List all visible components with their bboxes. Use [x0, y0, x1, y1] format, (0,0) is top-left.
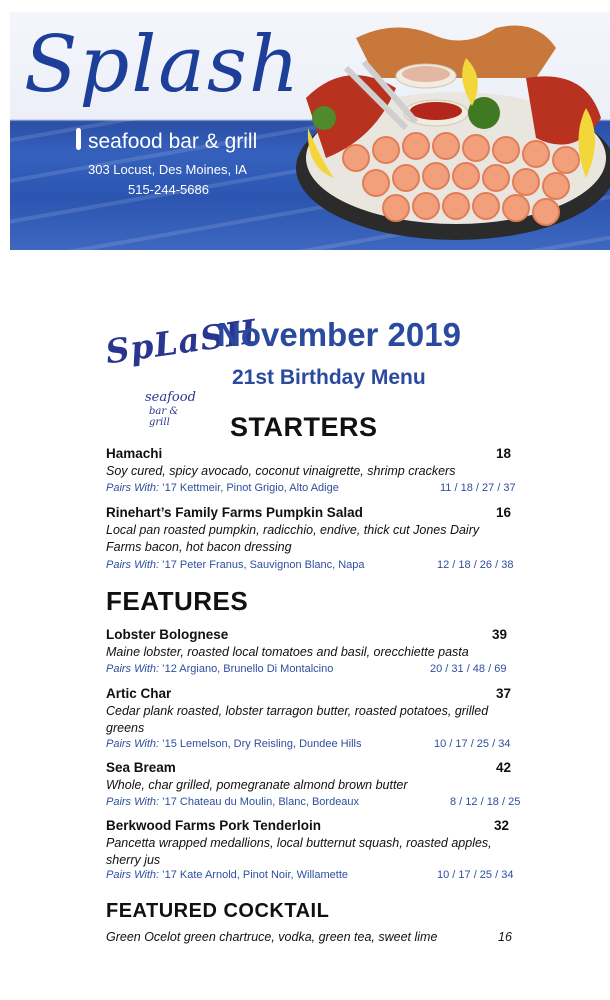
starters-heading: STARTERS	[230, 412, 378, 442]
item-price: 39	[492, 627, 508, 642]
item-price: 32	[494, 818, 510, 833]
pairing-prices: 10 / 17 / 25 / 34	[437, 869, 514, 881]
wine-pairing	[106, 559, 365, 571]
item-name: Lobster Bolognese	[106, 627, 229, 642]
logo-spoon-mark	[76, 128, 81, 150]
menu-subtitle: 21st Birthday Menu	[232, 366, 426, 389]
item-name: Berkwood Farms Pork Tenderloin	[106, 818, 322, 833]
splash-small-logo	[103, 311, 260, 428]
wine-pairing	[106, 482, 339, 494]
small-logo-wordmark: SpLaSH	[103, 311, 260, 372]
pairing-wine: ’12 Argiano, Brunello Di Montalcino	[162, 663, 334, 675]
item-description: Soy cured, spicy avocado, coconut vinaigrette, shrimp crackers	[106, 464, 456, 478]
pairing-wine: ’17 Kate Arnold, Pinot Noir, Willamette	[162, 869, 349, 881]
item-price: 16	[496, 505, 512, 520]
pairing-wine: ’15 Lemelson, Dry Reisling, Dundee Hills	[162, 738, 362, 750]
header-banner	[10, 12, 610, 250]
pairing-prices: 8 / 12 / 18 / 25	[450, 796, 521, 808]
features-heading: FEATURES	[106, 586, 249, 616]
pairs-with-label: Pairs With:	[106, 663, 160, 675]
item-name: Artic Char	[106, 686, 172, 701]
splash-logo: Splash	[24, 20, 302, 110]
pairing-prices: 12 / 18 / 26 / 38	[437, 559, 514, 571]
wine-pairing	[106, 869, 348, 881]
wine-pairing	[106, 738, 361, 750]
pairing-prices: 20 / 31 / 48 / 69	[430, 663, 507, 675]
pairs-with-label: Pairs With:	[106, 869, 160, 881]
item-description: Pancetta wrapped medallions, local butternut squash, roasted apples, sherry jus	[106, 836, 492, 867]
pairs-with-label: Pairs With:	[106, 559, 160, 571]
item-price: 18	[496, 446, 512, 461]
pairs-with-label: Pairs With:	[106, 796, 160, 808]
pairs-with-label: Pairs With:	[106, 482, 160, 494]
pairs-with-label: Pairs With:	[106, 738, 160, 750]
wine-pairing	[106, 796, 359, 808]
item-name: Rinehart’s Family Farms Pumpkin Salad	[106, 505, 363, 520]
banner-tagline: seafood bar & grill	[88, 130, 258, 153]
pairing-prices: 10 / 17 / 25 / 34	[434, 738, 511, 750]
banner-phone: 515-244-5686	[128, 182, 209, 197]
pairing-prices: 11 / 18 / 27 / 37	[440, 482, 516, 494]
item-description: Cedar plank roasted, lobster tarragon butter, roasted potatoes, grilled greens	[106, 704, 489, 735]
item-price: 37	[496, 686, 512, 701]
small-logo-bar-grill: bar & grill	[149, 406, 179, 428]
item-description: Local pan roasted pumpkin, radicchio, endive, thick cut Jones Dairy Farms bacon, hot bacon dressing	[106, 523, 480, 554]
item-description: Whole, char grilled, pomegranate almond brown butter	[106, 778, 408, 792]
pairing-wine: ’17 Kettmeir, Pinot Grigio, Alto Adige	[162, 482, 339, 494]
wine-pairing	[106, 663, 333, 675]
seafood-platter-image	[286, 18, 610, 244]
item-name: Hamachi	[106, 446, 163, 461]
item-name: Sea Bream	[106, 760, 176, 775]
cocktail-description: Green Ocelot green chartruce, vodka, green tea, sweet lime	[106, 930, 438, 944]
pairing-wine: ’17 Chateau du Moulin, Blanc, Bordeaux	[162, 796, 360, 808]
cocktail-heading: FEATURED COCKTAIL	[106, 900, 330, 922]
item-description: Maine lobster, roasted local tomatoes and basil, orecchiette pasta	[106, 645, 469, 659]
pairing-wine: ’17 Peter Franus, Sauvignon Blanc, Napa	[162, 559, 365, 571]
menu-title: November 2019	[217, 316, 461, 353]
small-logo-seafood: seafood	[145, 390, 196, 405]
banner-address: 303 Locust, Des Moines, IA	[88, 162, 247, 177]
cocktail-price: 16	[498, 930, 512, 944]
item-price: 42	[496, 760, 512, 775]
